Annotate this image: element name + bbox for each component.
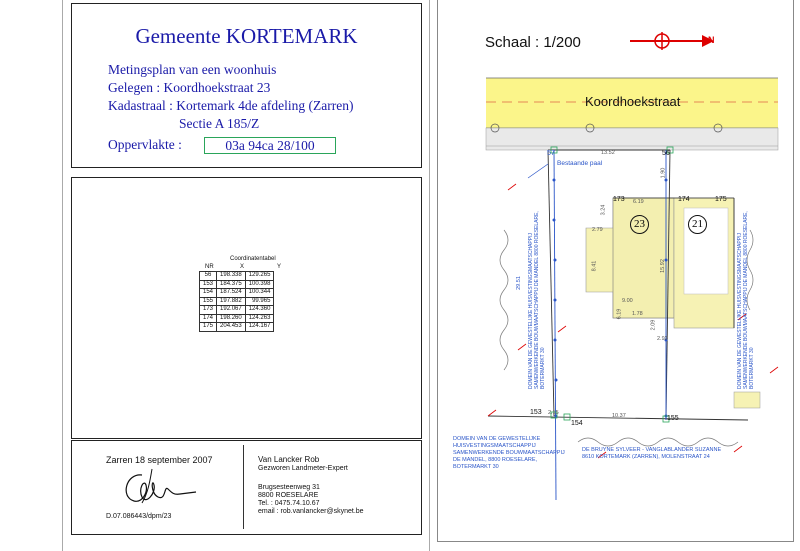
dimension-label: 8.41: [591, 260, 598, 272]
right-neighbour-owner: DOMEIN VAN DE GEWESTELIJKE HUISVESTINGSMAATSCHAPPIJ SAMENWERKENDE BOUWMAATSCHAPPIJ DE MANDEL 8800 ROESELARE, BOTERMARKT 30: [737, 211, 755, 389]
dimension-label: 2.09: [650, 319, 657, 331]
table-row: 175 204.453 124.167: [200, 323, 274, 332]
table-row: 56 198.338 129.265: [200, 272, 274, 281]
point-56: 56: [662, 150, 670, 157]
dimension-label: 2.92: [657, 336, 668, 342]
area-label: Oppervlakte :: [108, 137, 182, 152]
dimension-label: 10.37: [612, 413, 626, 419]
table-row: 153 184.375 100.398: [200, 280, 274, 289]
point-154: 154: [571, 420, 583, 427]
info-line-4: Sectie A 185/Z: [179, 116, 260, 131]
bottom-right-owner: DE BRUYNE SYLVEER - VANGLABLANDER SUZANNE 8610 KORTEMARK (ZARREN), MOLENSTRAAT 24: [582, 447, 722, 460]
dimension-label: 2.79: [592, 227, 603, 233]
dimension-label: 1.78: [632, 311, 643, 317]
point-155: 155: [667, 415, 679, 422]
dimension-label: 13.52: [601, 150, 615, 156]
boundary-left: [548, 150, 554, 416]
table-row: 173 192.067 124.360: [200, 306, 274, 315]
dimension-label: 3.24: [600, 204, 607, 216]
place-date: Zarren 18 september 2007: [106, 455, 213, 465]
coordinate-panel: [71, 177, 422, 439]
north-arrow-icon: [628, 30, 720, 52]
email: email : rob.vanlancker@skynet.be: [258, 508, 364, 515]
coordinate-header-x: X: [240, 264, 245, 270]
surveyor-name: Van Lancker Rob: [258, 455, 320, 464]
point-174: 174: [678, 196, 690, 203]
point-153: 153: [530, 409, 542, 416]
point-57: 57: [547, 150, 555, 157]
coordinate-table: [199, 271, 274, 332]
dimension-label: 9.00: [622, 298, 633, 304]
north-label: N: [708, 35, 715, 45]
point-173: 173: [613, 196, 625, 203]
dimension-label: 1.90: [660, 167, 667, 179]
existing-post-label: Bestaande paal: [557, 160, 603, 167]
area-value: 03a 94ca 28/100: [204, 137, 336, 154]
table-row: 174 198.260 124.263: [200, 314, 274, 323]
phone: Tel. : 0475.74.10.67: [258, 500, 320, 507]
table-row: 154 187.524 100.344: [200, 289, 274, 298]
footer-block: [71, 440, 422, 535]
info-line-2: Gelegen : Koordhoekstraat 23: [108, 80, 271, 95]
house-number-21: 21: [688, 215, 707, 234]
point-175: 175: [715, 196, 727, 203]
dimension-label: 29.51: [515, 276, 522, 290]
coordinate-table-title: Coordinatentabel: [230, 256, 276, 262]
title-block: [71, 3, 422, 168]
coordinate-header-nr: NR: [205, 264, 214, 270]
dimension-label: 15.92: [659, 259, 666, 273]
address-city: 8800 ROESELARE: [258, 492, 319, 499]
scale-label: Schaal : 1/200: [485, 34, 581, 51]
footer-divider: [243, 445, 244, 529]
sidewalk: [486, 128, 778, 150]
measure-line: [528, 164, 548, 178]
left-neighbour-owner: DOMEIN VAN DE GEWESTELIJKE HUISVESTINGSMAATSCHAPPIJ SAMENWERKENDE BOUWMAATSCHAPPIJ DE MANDEL 8800 ROESELARE, BOTERMARKT 30: [528, 211, 546, 389]
street-name: Koordhoekstraat: [585, 94, 681, 109]
surveyor-title: Gezworen Landmeter-Expert: [258, 465, 348, 472]
bottom-left-owner: DOMEIN VAN DE GEWESTELIJKE HUISVESTINGSMAATSCHAPPIJ SAMENWERKENDE BOUWMAATSCHAPPIJ DE MANDEL, 8800 ROESELARE, BOTERMARKT 30: [453, 436, 565, 470]
municipality-title: Gemeente KORTEMARK: [135, 24, 358, 48]
address-street: Brugsesteenweg 31: [258, 484, 320, 491]
info-line-3: Kadastraal : Kortemark 4de afdeling (Zarren): [108, 98, 354, 113]
dimension-label: 6.19: [633, 199, 644, 205]
hedge-left: [500, 230, 508, 370]
dimension-label: 6.19: [616, 308, 623, 320]
table-row: 155 197.882 99.965: [200, 297, 274, 306]
outbuilding: [734, 392, 760, 408]
info-line-1: Metingsplan van een woonhuis: [108, 62, 277, 77]
hedge-bottom: [578, 438, 738, 446]
house-number-23: 23: [630, 215, 649, 234]
coordinate-header-y: Y: [277, 264, 282, 270]
signature: [112, 463, 202, 511]
dimension-label: 2.15: [548, 410, 559, 416]
reference-number: D.07.086443/dpm/23: [106, 513, 172, 520]
